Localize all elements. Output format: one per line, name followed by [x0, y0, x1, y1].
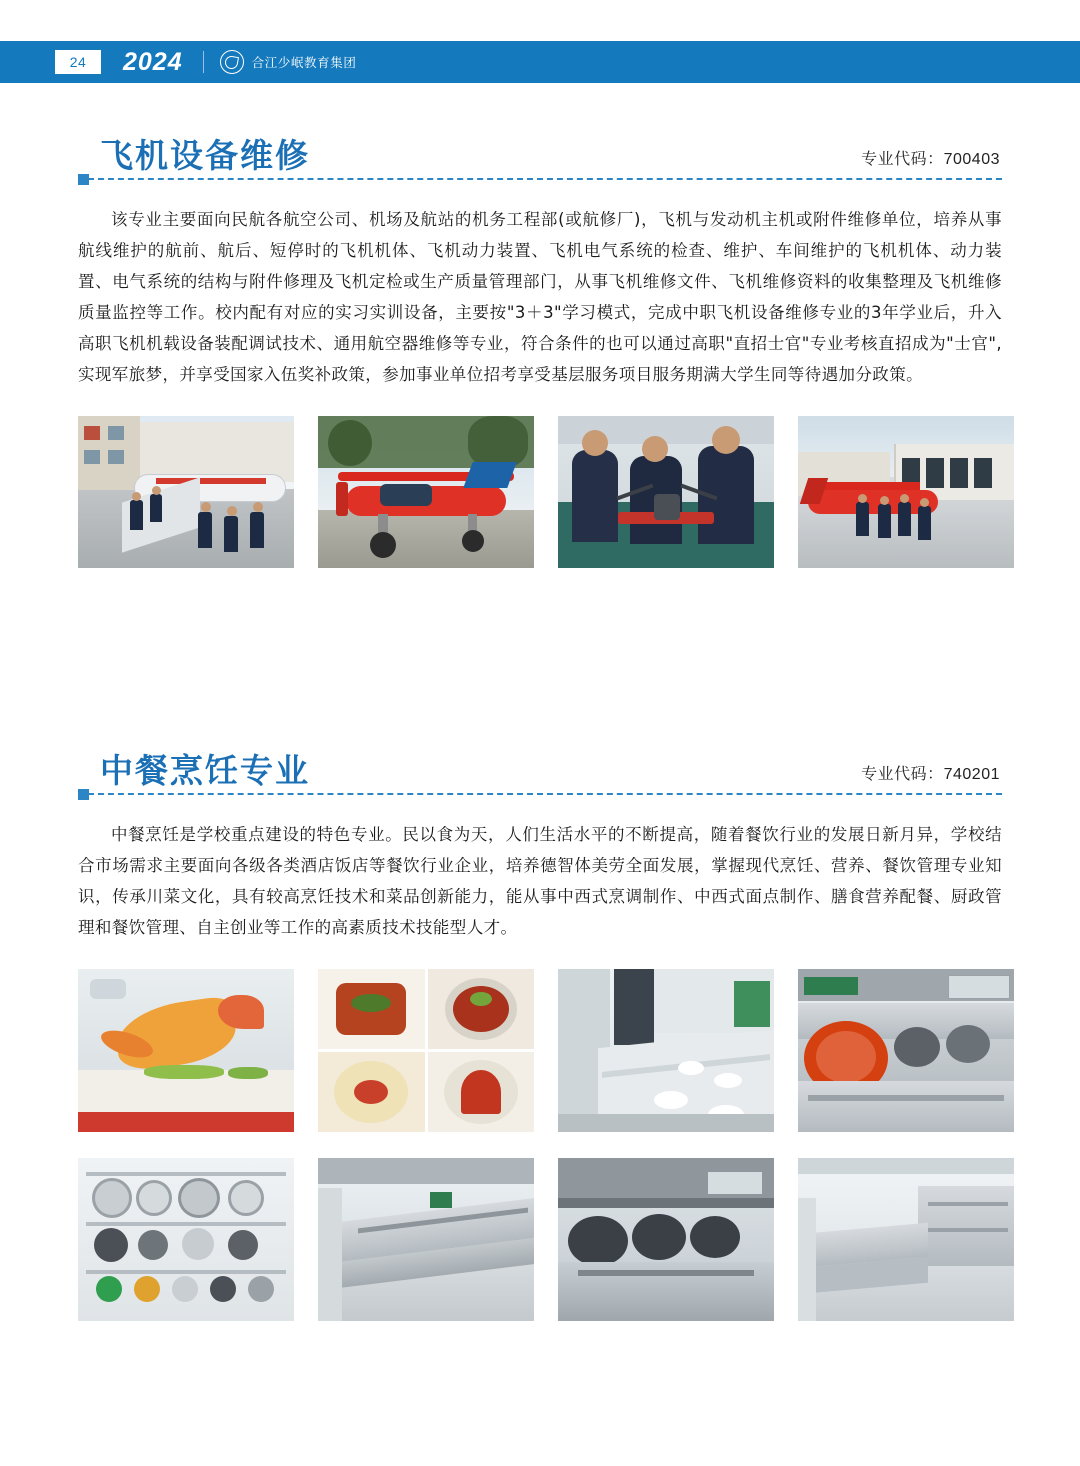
- title-divider-cap: [78, 174, 89, 185]
- photo-apron-aircraft: [798, 416, 1014, 568]
- header-divider: [203, 51, 204, 73]
- brand-name: 合江少岷教育集团: [251, 56, 357, 70]
- photo-long-table-plating: [558, 969, 774, 1132]
- section-chinese-culinary: [78, 745, 1002, 1321]
- photo-food-carving-display: [78, 969, 294, 1132]
- photo-utensil-wall: [78, 1158, 294, 1321]
- photo-drone-assembly: [558, 416, 774, 568]
- photo-row: [78, 1158, 1002, 1321]
- section-header: [78, 745, 1002, 807]
- section-body-text: 中餐烹饪是学校重点建设的特色专业。民以食为天，人们生活水平的不断提高，随着餐饮行业的发展日新月异，学校结合市场需求主要面向各级各类酒店饭店等餐饮行业企业，培养德智体美劳全面发展，掌握现代烹饪、营养、餐饮管理专业知识，传承川菜文化，具有较高烹饪技术和菜品创新能力，能从事中西式烹调制作、中西式面点制作、膳食营养配餐、厨政管理和餐饮管理、自主创业等工作的高素质技术技能型人才。: [78, 825, 1002, 937]
- circle-leaf-logo-icon: [220, 50, 244, 74]
- photo-prep-room: [798, 1158, 1014, 1321]
- page-title: 飞机设备维修: [100, 136, 310, 175]
- page-number: 24: [55, 50, 101, 74]
- brand-group: [220, 50, 357, 74]
- photo-dish-collage: [318, 969, 534, 1132]
- major-code: 专业代码：700403: [861, 151, 1000, 168]
- photo-steel-worktops: [318, 1158, 534, 1321]
- page-title: 中餐烹饪专业: [100, 751, 310, 790]
- photo-wok-station: [798, 969, 1014, 1132]
- major-code: 专业代码：740201: [861, 766, 1000, 783]
- section-body-text: 该专业主要面向民航各航空公司、机场及航站的机务工程部(或航修厂)，飞机与发动机主机或附件维修单位，培养从事航线维护的航前、航后、短停时的飞机机体、飞机动力装置、飞机电气系统的检查、维护、车间维护的飞机机体、动力装置、电气系统的结构与附件修理及飞机定检或生产质量管理部门，从事飞机维修文件、飞机维修资料的收集整理及飞机维修质量监控等工作。校内配有对应的实习实训设备，主要按"3＋3"学习模式，完成中职飞机设备维修专业的3年学业后，升入高职飞机机载设备装配调试技术、通用航空器维修等专业，符合条件的也可以通过高职"直招士官"专业考核直招成为"士官",实现军旅梦，并享受国家入伍奖补政策，参加事业单位招考享受基层服务项目服务期满大学生同等待遇加分政策。: [78, 210, 1002, 384]
- photo-row: [78, 416, 1002, 568]
- page-header-bar: [0, 41, 1080, 83]
- title-divider: [78, 178, 1002, 183]
- section-header: [78, 130, 1002, 192]
- photo-boarding-stairs: [78, 416, 294, 568]
- photo-wok-range-row: [558, 1158, 774, 1321]
- photo-red-training-plane: [318, 416, 534, 568]
- title-divider-cap: [78, 789, 89, 800]
- year-label: 2024: [123, 47, 183, 76]
- title-divider: [78, 793, 1002, 798]
- section-aircraft-maintenance: [78, 130, 1002, 568]
- photo-row: [78, 969, 1002, 1132]
